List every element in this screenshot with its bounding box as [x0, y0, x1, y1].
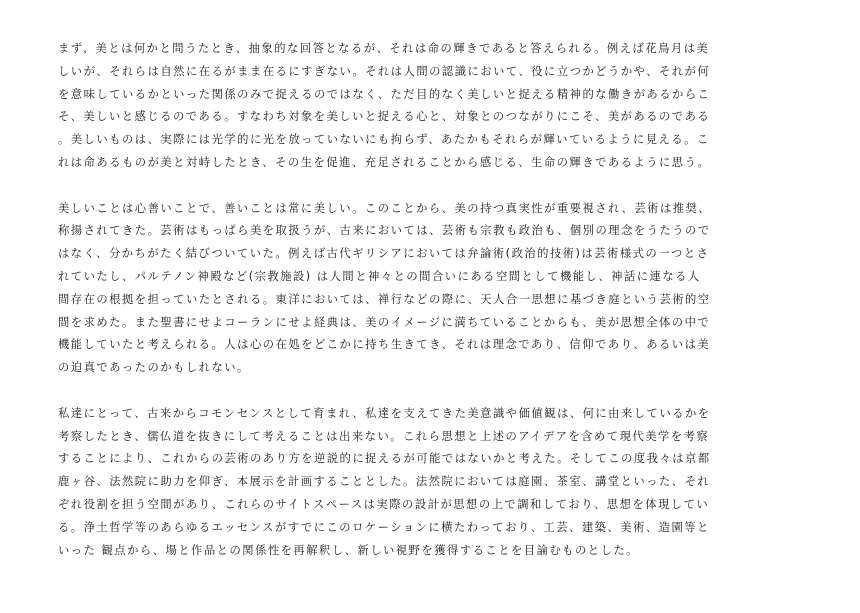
- text-line: 美しいことは心善いことで、善いことは常に美しい。このことから、美の持つ真実性が重要視され、芸術は推奨、: [58, 201, 712, 215]
- text-line: しいが、それらは自然に在るがまま在るにすぎない。それは人間の認識において、役に立つかどうかや、それが何: [58, 64, 711, 78]
- text-line: 鹿ヶ谷、法然院に助力を仰ぎ、本展示を計画することとした。法然院においては庭園、茶室、講堂といった、それ: [58, 475, 711, 489]
- text-line: 間存在の根拠を担っていたとされる。東洋においては、禅行などの際に、天人合一思想に基づき庭という芸術的空: [58, 292, 711, 306]
- text-line: の迫真であったのかもしれない。: [58, 361, 250, 375]
- text-line: そ、美しいと感じるのである。すなわち対象を美しいと捉える心と、対象とのつながりにこそ、美があるのである: [58, 110, 711, 124]
- text-line: 称揚されてきた。芸術はもっぱら美を取扱うが、古来においては、芸術も宗教も政治も、個別の理念をうたうので: [58, 224, 711, 238]
- text-line: はなく、分かちがたく結びついていた。例えば古代ギリシアにおいては弁論術(政治的技術)は芸術様式の一つとさ: [58, 247, 710, 261]
- text-line: を意味しているかといった関係のみで捉えるのではなく、ただ目的なく美しいと捉える精神的な働きがあるからこ: [58, 87, 711, 101]
- paragraph-2: [58, 198, 810, 380]
- text-line: れていたし、パルテノン神殿など(宗教施設) は人間と神々との間合いにある空間として機能し、神話に連なる人: [58, 269, 701, 283]
- paragraph-gap: [58, 175, 810, 198]
- text-line: る。浄土哲学等のあらゆるエッセンスがすでにこのロケーションに横たわっており、工芸、建築、美術、造園等と: [58, 520, 710, 534]
- text-line: 間を求めた。また聖書にせよコーランにせよ経典は、美のイメージに満ちていることからも、美が思想全体の中で: [58, 315, 711, 329]
- text-line: まず、美とは何かと問うたとき、抽象的な回答となるが、それは命の輝きであると答えられる。例えば花鳥月は美: [58, 42, 710, 55]
- paragraph-3: [58, 403, 810, 563]
- text-line: することにより、これからの芸術のあり方を逆説的に捉えるが可能ではないかと考えた。そしてこの度我々は京都: [58, 452, 711, 466]
- text-line: 考察したとき、儒仏道を抜きにして考えることは出来ない。これら思想と上述のアイデアを含めて現代美学を考察: [58, 429, 710, 443]
- text-line: いった 観点から、場と作品との関係性を再解釈し、新しい視野を獲得することを目論むものとした。: [58, 543, 639, 557]
- text-line: ぞれ役割を担う空間があり、これらのサイトスペースは実際の設計が思想の上で調和しており、思想を体現してい: [58, 497, 710, 511]
- text-line: 機能していたと考えられる。人は心の在処をどこかに持ち生きてき、それは理念であり、信仰であり、あるいは美: [58, 338, 711, 352]
- text-line: 。美しいものは、実際には光学的に光を放っていないにも拘らず、あたかもそれらが輝いているように見える。こ: [58, 133, 710, 147]
- text-line: れは命あるものが美と対峙したとき、その生を促進、充足されることから感じる、生命の輝きであるように思う。: [58, 155, 711, 169]
- paragraph-gap: [58, 380, 810, 403]
- paragraph-1: [58, 38, 810, 175]
- text-line: 私達にとって、古来からコモンセンスとして育まれ、私達を支えてきた美意識や価値観は、何に由来しているかを: [58, 406, 711, 420]
